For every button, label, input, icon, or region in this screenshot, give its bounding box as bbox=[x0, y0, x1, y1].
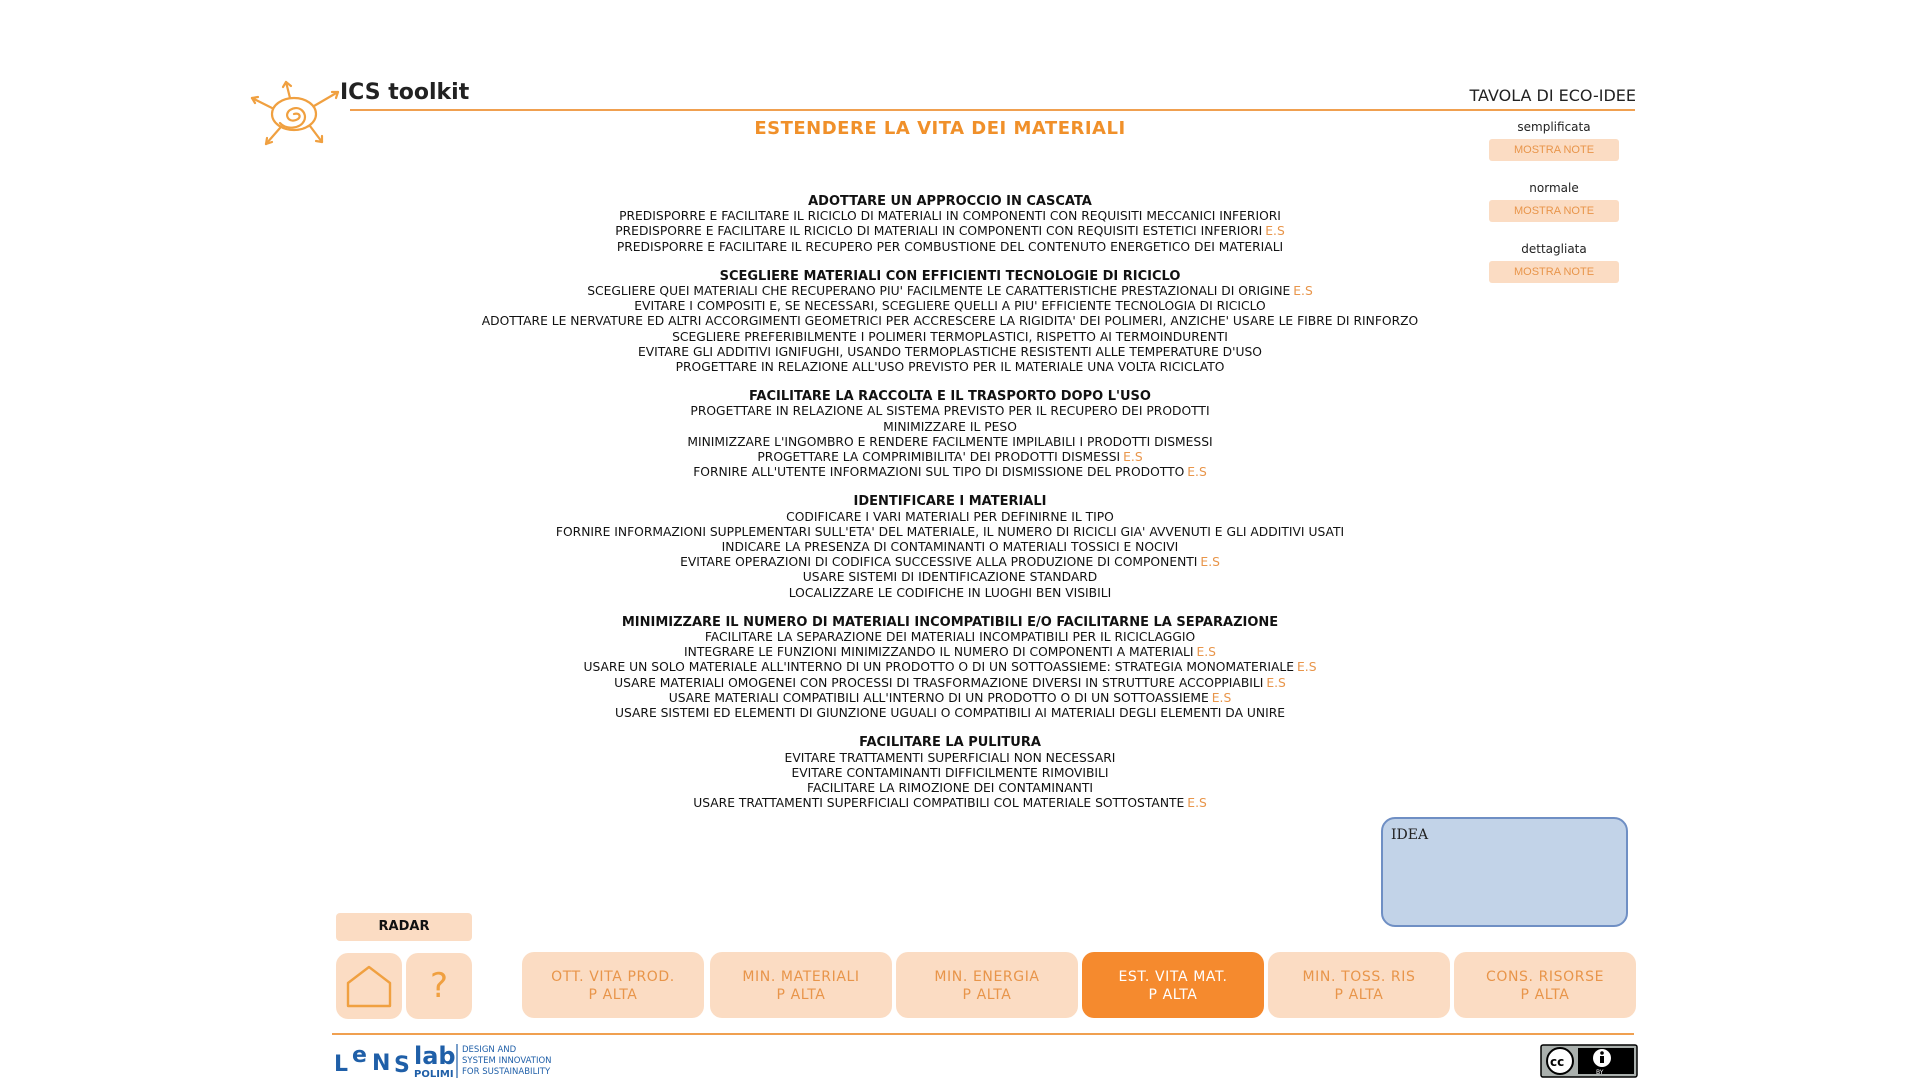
es-link[interactable]: E.S bbox=[1196, 645, 1216, 660]
section-heading: SCEGLIERE MATERIALI CON EFFICIENTI TECNOLOGIE DI RICICLO bbox=[719, 268, 1181, 284]
guideline-text: MINIMIZZARE IL PESO bbox=[883, 419, 1017, 434]
footer-divider bbox=[332, 1033, 1634, 1035]
ics-toolkit-logo-icon bbox=[246, 78, 344, 148]
es-link[interactable]: E.S bbox=[1297, 660, 1317, 675]
es-link[interactable]: E.S bbox=[1265, 224, 1285, 239]
lens-tagline-2: SYSTEM INNOVATION bbox=[462, 1056, 552, 1066]
page-title: ESTENDERE LA VITA DEI MATERIALI bbox=[754, 118, 1126, 139]
guideline-item bbox=[440, 540, 1460, 555]
guideline-item bbox=[440, 209, 1460, 224]
guideline-section bbox=[440, 735, 1460, 811]
guideline-item bbox=[440, 420, 1460, 435]
notes-simplified-label: semplificata bbox=[1517, 120, 1591, 134]
notes-normal-label: normale bbox=[1529, 181, 1579, 195]
section-heading: IDENTIFICARE I MATERIALI bbox=[853, 494, 1047, 510]
guideline-item bbox=[440, 645, 1460, 660]
guideline-item bbox=[440, 345, 1460, 360]
guideline-text: USARE MATERIALI OMOGENEI CON PROCESSI DI TRASFORMAZIONE DIVERSI IN STRUTTURE ACCOPPIABILI bbox=[614, 675, 1264, 690]
tab-cons-risorse[interactable] bbox=[1454, 952, 1636, 1018]
svg-text:e: e bbox=[352, 1043, 367, 1068]
table-title: TAVOLA DI ECO-IDEE bbox=[1469, 86, 1636, 105]
idea-textbox[interactable] bbox=[1381, 817, 1628, 927]
notes-detailed bbox=[1489, 242, 1619, 283]
tab-est-vita-mat[interactable] bbox=[1082, 952, 1264, 1018]
guideline-item bbox=[440, 465, 1460, 480]
tab-priority: P ALTA bbox=[1148, 987, 1198, 1003]
tab-priority: P ALTA bbox=[588, 987, 638, 1003]
guideline-item bbox=[440, 314, 1460, 329]
svg-text:S: S bbox=[394, 1053, 410, 1078]
guideline-item bbox=[440, 586, 1460, 601]
guideline-item bbox=[440, 450, 1460, 465]
guideline-item bbox=[440, 240, 1460, 255]
es-link[interactable]: E.S bbox=[1123, 450, 1143, 465]
tab-label: MIN. MATERIALI bbox=[742, 969, 860, 985]
guideline-text: USARE MATERIALI COMPATIBILI ALL'INTERNO DI UN PRODOTTO O DI UN SOTTOASSIEME bbox=[668, 690, 1209, 705]
guideline-text: EVITARE OPERAZIONI DI CODIFICA SUCCESSIVE ALLA PRODUZIONE DI COMPONENTI bbox=[680, 555, 1198, 570]
guideline-item bbox=[440, 796, 1460, 811]
tab-min-materiali[interactable] bbox=[710, 952, 892, 1018]
creative-commons-by-icon bbox=[1540, 1044, 1638, 1078]
guideline-item bbox=[440, 570, 1460, 585]
guideline-text: SCEGLIERE QUEI MATERIALI CHE RECUPERANO PIU' FACILMENTE LE CARATTERISTICHE PRESTAZIONALI DI ORIGINE bbox=[587, 284, 1291, 299]
section-heading: MINIMIZZARE IL NUMERO DI MATERIALI INCOMPATIBILI E/O FACILITARNE LA SEPARAZIONE bbox=[621, 614, 1279, 630]
lens-lab-logo-icon bbox=[334, 1040, 604, 1080]
guideline-item bbox=[440, 435, 1460, 450]
es-link[interactable]: E.S bbox=[1187, 465, 1207, 480]
guideline-text: USARE UN SOLO MATERIALE ALL'INTERNO DI UN PRODOTTO O DI UN SOTTOASSIEME: STRATEGIA MONOMATERIALE bbox=[583, 660, 1295, 675]
guideline-item bbox=[440, 224, 1460, 239]
idea-label: IDEA bbox=[1391, 827, 1429, 843]
guideline-item bbox=[440, 299, 1460, 314]
guideline-section bbox=[440, 269, 1460, 375]
guideline-text: USARE SISTEMI ED ELEMENTI DI GIUNZIONE UGUALI O COMPATIBILI AI MATERIALI DEGLI ELEMENTI DA UNIRE bbox=[614, 706, 1286, 721]
guideline-text: MINIMIZZARE L'INGOMBRO E RENDERE FACILMENTE IMPILABILI I PRODOTTI DISMESSI bbox=[687, 434, 1213, 449]
guideline-text: USARE TRATTAMENTI SUPERFICIALI COMPATIBILI COL MATERIALE SOTTOSTANTE bbox=[693, 796, 1185, 811]
radar-button[interactable]: RADAR bbox=[336, 913, 472, 941]
guideline-text: ADOTTARE LE NERVATURE ED ALTRI ACCORGIMENTI GEOMETRICI PER ACCRESCERE LA RIGIDITA' DEI POLIMERI, ANZICHE' USARE LE FIBRE DI RINFORZO bbox=[481, 314, 1419, 329]
lens-polimi-text: POLIMI bbox=[414, 1069, 454, 1080]
guideline-section bbox=[440, 194, 1460, 255]
tab-label: CONS. RISORSE bbox=[1485, 969, 1605, 985]
section-heading: ADOTTARE UN APPROCCIO IN CASCATA bbox=[808, 194, 1092, 209]
guideline-item bbox=[440, 706, 1460, 721]
tab-priority: P ALTA bbox=[776, 987, 826, 1003]
guideline-item bbox=[440, 404, 1460, 419]
guideline-text: PREDISPORRE E FACILITARE IL RECUPERO PER COMBUSTIONE DEL CONTENUTO ENERGETICO DEI MATERIALI bbox=[616, 239, 1284, 254]
guideline-text: FACILITARE LA RIMOZIONE DEI CONTAMINANTI bbox=[807, 780, 1093, 795]
es-link[interactable]: E.S bbox=[1266, 675, 1286, 690]
guideline-item bbox=[440, 525, 1460, 540]
guideline-item bbox=[440, 766, 1460, 781]
guideline-text: EVITARE I COMPOSITI E, SE NECESSARI, SCEGLIERE QUELLI A PIU' EFFICIENTE TECNOLOGIA DI RICICLO bbox=[634, 299, 1266, 314]
guideline-text: FACILITARE LA SEPARAZIONE DEI MATERIALI INCOMPATIBILI PER IL RICICLAGGIO bbox=[704, 630, 1196, 645]
section-heading: FACILITARE LA PULITURA bbox=[859, 735, 1041, 751]
guideline-text: PROGETTARE IN RELAZIONE ALL'USO PREVISTO PER IL MATERIALE UNA VOLTA RICICLATO bbox=[675, 360, 1225, 375]
tab-min-toss-ris[interactable] bbox=[1268, 952, 1450, 1018]
es-link[interactable]: E.S bbox=[1187, 796, 1207, 811]
tab-label: MIN. TOSS. RIS bbox=[1302, 969, 1416, 985]
svg-text:cc: cc bbox=[1550, 1055, 1565, 1069]
tab-priority: P ALTA bbox=[1520, 987, 1570, 1003]
guideline-text: EVITARE TRATTAMENTI SUPERFICIALI NON NECESSARI bbox=[784, 750, 1116, 765]
show-notes-normal-button[interactable]: MOSTRA NOTE bbox=[1489, 200, 1619, 222]
help-icon: ? bbox=[429, 966, 449, 1006]
tab-label: OTT. VITA PROD. bbox=[551, 969, 675, 985]
guideline-text: PREDISPORRE E FACILITARE IL RICICLO DI MATERIALI IN COMPONENTI CON REQUISITI MECCANICI INFERIORI bbox=[619, 209, 1281, 224]
guideline-section bbox=[440, 615, 1460, 721]
tab-label: EST. VITA MAT. bbox=[1118, 969, 1228, 985]
guideline-text: FORNIRE ALL'UTENTE INFORMAZIONI SUL TIPO DI DISMISSIONE DEL PRODOTTO bbox=[693, 465, 1185, 480]
guideline-item bbox=[440, 360, 1460, 375]
guidelines-list bbox=[440, 194, 1460, 825]
guideline-text: INDICARE LA PRESENZA DI CONTAMINANTI O MATERIALI TOSSICI E NOCIVI bbox=[721, 540, 1179, 555]
show-notes-simplified-button[interactable]: MOSTRA NOTE bbox=[1489, 139, 1619, 161]
guideline-text: LOCALIZZARE LE CODIFICHE IN LUOGHI BEN VISIBILI bbox=[788, 585, 1112, 600]
guideline-item bbox=[440, 751, 1460, 766]
home-icon bbox=[344, 963, 394, 1009]
guideline-section bbox=[440, 494, 1460, 600]
guideline-item bbox=[440, 691, 1460, 706]
tab-ott-vita-prod[interactable] bbox=[522, 952, 704, 1018]
svg-text:L: L bbox=[334, 1052, 349, 1077]
guideline-item bbox=[440, 330, 1460, 345]
es-link[interactable]: E.S bbox=[1211, 690, 1232, 705]
notes-detailed-label: dettagliata bbox=[1521, 242, 1587, 256]
notes-normal bbox=[1489, 181, 1619, 222]
notes-simplified bbox=[1489, 120, 1619, 161]
guideline-text: EVITARE CONTAMINANTI DIFFICILMENTE RIMOVIBILI bbox=[791, 765, 1109, 780]
lens-tagline-1: DESIGN AND bbox=[462, 1045, 517, 1055]
help-button[interactable] bbox=[406, 953, 472, 1019]
tab-priority: P ALTA bbox=[962, 987, 1012, 1003]
guideline-item bbox=[440, 510, 1460, 525]
es-link[interactable]: E.S bbox=[1200, 555, 1220, 570]
license-by-text: BY bbox=[1596, 1069, 1604, 1076]
guideline-text: FORNIRE INFORMAZIONI SUPPLEMENTARI SULL'ETA' DEL MATERIALE, IL NUMERO DI RICICLI GIA' AVVENUTI E GLI ADDITIVI USATI bbox=[555, 524, 1345, 539]
svg-text:N: N bbox=[372, 1051, 391, 1076]
guideline-text: CODIFICARE I VARI MATERIALI PER DEFINIRNE IL TIPO bbox=[786, 509, 1114, 524]
guideline-item bbox=[440, 660, 1460, 675]
guideline-text: PROGETTARE IN RELAZIONE AL SISTEMA PREVISTO PER IL RECUPERO DEI PRODOTTI bbox=[690, 404, 1210, 419]
section-heading: FACILITARE LA RACCOLTA E IL TRASPORTO DOPO L'USO bbox=[749, 389, 1151, 405]
guideline-text: PREDISPORRE E FACILITARE IL RICICLO DI MATERIALI IN COMPONENTI CON REQUISITI ESTETICI INFERIORI bbox=[615, 224, 1263, 239]
guideline-item bbox=[440, 555, 1460, 570]
home-button[interactable] bbox=[336, 953, 402, 1019]
tab-min-energia[interactable] bbox=[896, 952, 1078, 1018]
guideline-item bbox=[440, 284, 1460, 299]
guideline-text: EVITARE GLI ADDITIVI IGNIFUGHI, USANDO TERMOPLASTICHE RESISTENTI ALLE TEMPERATURE D'USO bbox=[637, 344, 1262, 359]
tab-priority: P ALTA bbox=[1334, 987, 1384, 1003]
tab-label: MIN. ENERGIA bbox=[934, 969, 1040, 985]
guideline-section bbox=[440, 389, 1460, 480]
guideline-text: USARE SISTEMI DI IDENTIFICAZIONE STANDARD bbox=[802, 570, 1098, 585]
lens-lab-text: lab bbox=[414, 1042, 456, 1070]
guideline-text: PROGETTARE LA COMPRIMIBILITA' DEI PRODOTTI DISMESSI bbox=[757, 450, 1121, 465]
guideline-text: INTEGRARE LE FUNZIONI MINIMIZZANDO IL NUMERO DI COMPONENTI A MATERIALI bbox=[684, 645, 1194, 660]
show-notes-detailed-button[interactable]: MOSTRA NOTE bbox=[1489, 261, 1619, 283]
guideline-text: SCEGLIERE PREFERIBILMENTE I POLIMERI TERMOPLASTICI, RISPETTO AI TERMOINDURENTI bbox=[672, 329, 1228, 344]
app-title: ICS toolkit bbox=[340, 80, 470, 105]
guideline-item bbox=[440, 676, 1460, 691]
lens-tagline-3: FOR SUSTAINABILITY bbox=[462, 1067, 551, 1077]
guideline-item bbox=[440, 630, 1460, 645]
header-divider bbox=[350, 109, 1635, 111]
guideline-item bbox=[440, 781, 1460, 796]
es-link[interactable]: E.S bbox=[1293, 284, 1313, 299]
